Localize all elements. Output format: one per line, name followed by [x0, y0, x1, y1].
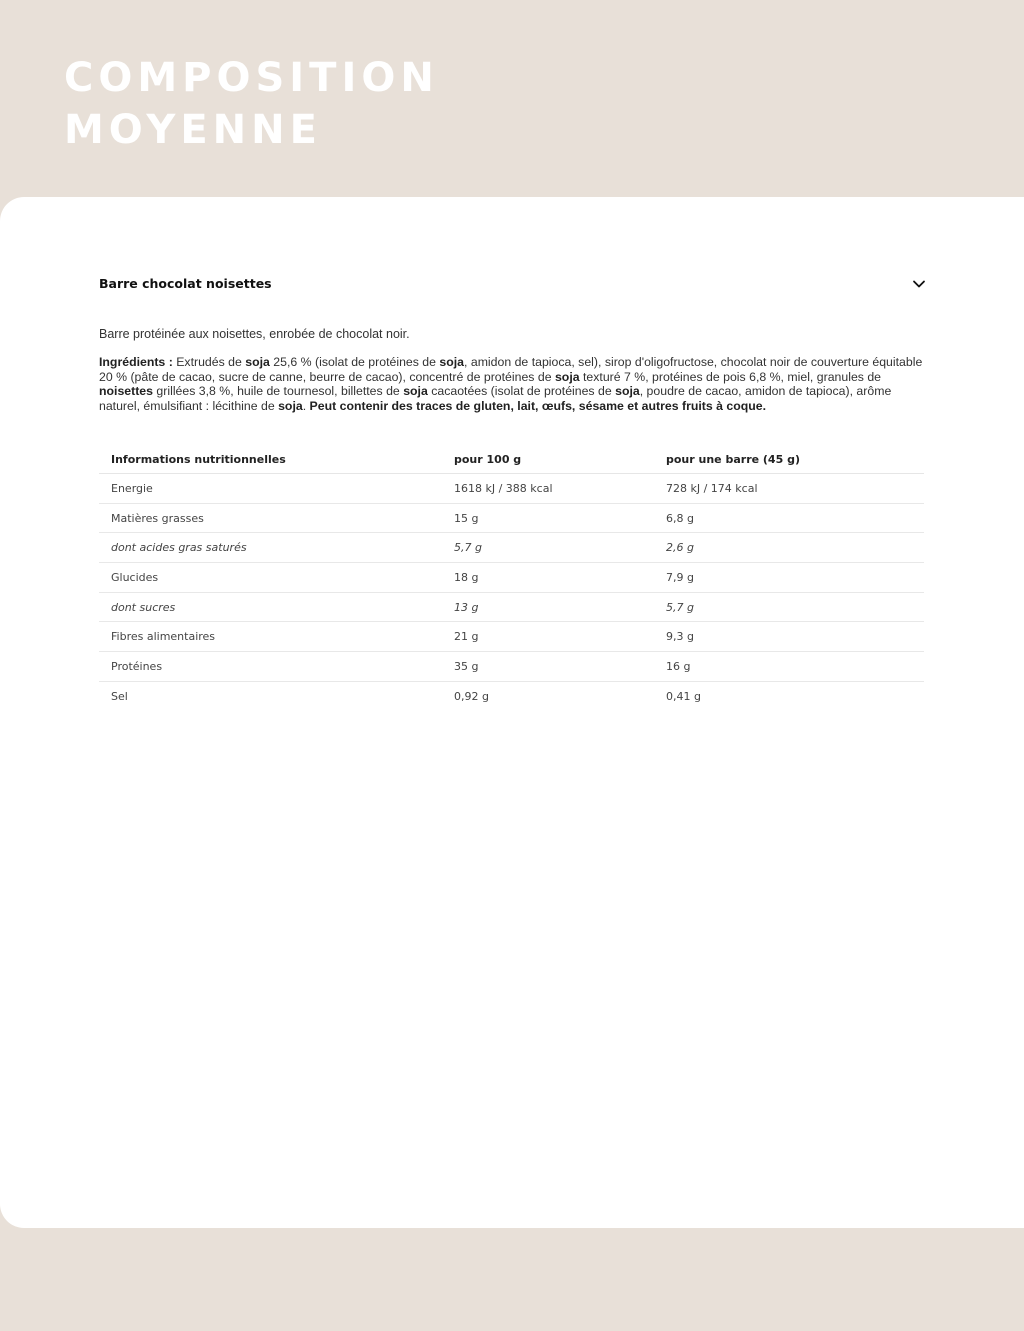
allergen-soja: soja — [615, 384, 640, 399]
col-header-nutrient: Informations nutritionnelles — [99, 445, 442, 474]
table-row — [99, 652, 924, 682]
value-per-bar: 5,7 g — [654, 592, 924, 622]
content-card — [0, 197, 1024, 1228]
nutrition-table — [99, 445, 924, 711]
ingredients-label: Ingrédients : — [99, 355, 173, 369]
ingredients-segment: 25,6 % (isolat de protéines de — [269, 355, 440, 369]
table-row — [99, 533, 924, 563]
nutrient-label: dont acides gras saturés — [99, 533, 442, 563]
table-row — [99, 592, 924, 622]
page-title — [64, 52, 439, 156]
allergen-soja: soja — [403, 384, 428, 399]
nutrient-label: dont sucres — [99, 592, 442, 622]
value-per-bar: 6,8 g — [654, 503, 924, 533]
value-per-100g: 5,7 g — [442, 533, 654, 563]
allergen-soja: soja — [278, 399, 303, 414]
table-row — [99, 474, 924, 504]
nutrient-label: Fibres alimentaires — [99, 622, 442, 652]
value-per-bar: 9,3 g — [654, 622, 924, 652]
ingredients-segment: . — [302, 399, 310, 414]
nutrient-label: Matières grasses — [99, 503, 442, 533]
ingredients-text — [99, 355, 925, 414]
chevron-down-icon[interactable] — [911, 276, 927, 292]
table-row — [99, 622, 924, 652]
table-row — [99, 503, 924, 533]
value-per-100g: 35 g — [442, 652, 654, 682]
nutrient-label: Energie — [99, 474, 442, 504]
ingredients-segment: texturé 7 %, protéines de pois 6,8 %, miel, granules de — [579, 369, 882, 384]
table-row — [99, 563, 924, 593]
product-name: Barre chocolat noisettes — [99, 276, 272, 291]
value-per-100g: 21 g — [442, 622, 654, 652]
ingredients-segment: Extrudés de — [172, 355, 246, 369]
page-title-line-2: MOYENNE — [64, 107, 322, 153]
value-per-100g: 13 g — [442, 592, 654, 622]
allergen-soja: soja — [554, 369, 580, 384]
value-per-100g: 18 g — [442, 563, 654, 593]
ingredients-segment: cacaotées (isolat de protéines de — [427, 384, 616, 399]
nutrition-header-row — [99, 445, 924, 474]
table-row — [99, 681, 924, 710]
value-per-bar: 2,6 g — [654, 533, 924, 563]
page-title-line-1: COMPOSITION — [64, 55, 439, 101]
allergen-traces-warning: Peut contenir des traces de gluten, lait, œufs, sésame et autres fruits à coque. — [309, 399, 767, 414]
ingredients-segment: , amidon de tapioca, sel), sirop d'oligofructose, chocolat noir de couverture équitable 20 % (pâte de cacao, sucre de canne, beurre de cacao), concentré de protéines de — [99, 355, 923, 384]
nutrient-label: Sel — [111, 689, 128, 703]
value-per-bar: 728 kJ / 174 kcal — [654, 474, 924, 504]
value-per-100g: 15 g — [442, 503, 654, 533]
product-accordion-toggle[interactable] — [99, 270, 929, 298]
product-description: Barre protéinée aux noisettes, enrobée de chocolat noir. — [99, 327, 410, 341]
allergen-noisettes: noisettes — [99, 384, 153, 399]
nutrient-label: Protéines — [99, 652, 442, 682]
allergen-soja: soja — [439, 355, 465, 369]
value-per-bar: 7,9 g — [654, 563, 924, 593]
value-per-100g: 0,92 g — [454, 689, 489, 703]
col-header-per-bar: pour une barre (45 g) — [654, 445, 924, 474]
ingredients-segment: grillées 3,8 %, huile de tournesol, billettes de — [153, 384, 404, 399]
allergen-soja: soja — [245, 355, 270, 369]
col-header-per-100g: pour 100 g — [442, 445, 654, 474]
ingredients-segment: , poudre de cacao, amidon de tapioca), arôme naturel, émulsifiant : lécithine de — [99, 384, 892, 414]
value-per-bar: 0,41 g — [666, 689, 701, 703]
value-per-100g: 1618 kJ / 388 kcal — [442, 474, 654, 504]
value-per-bar: 16 g — [654, 652, 924, 682]
nutrient-label: Glucides — [99, 563, 442, 593]
